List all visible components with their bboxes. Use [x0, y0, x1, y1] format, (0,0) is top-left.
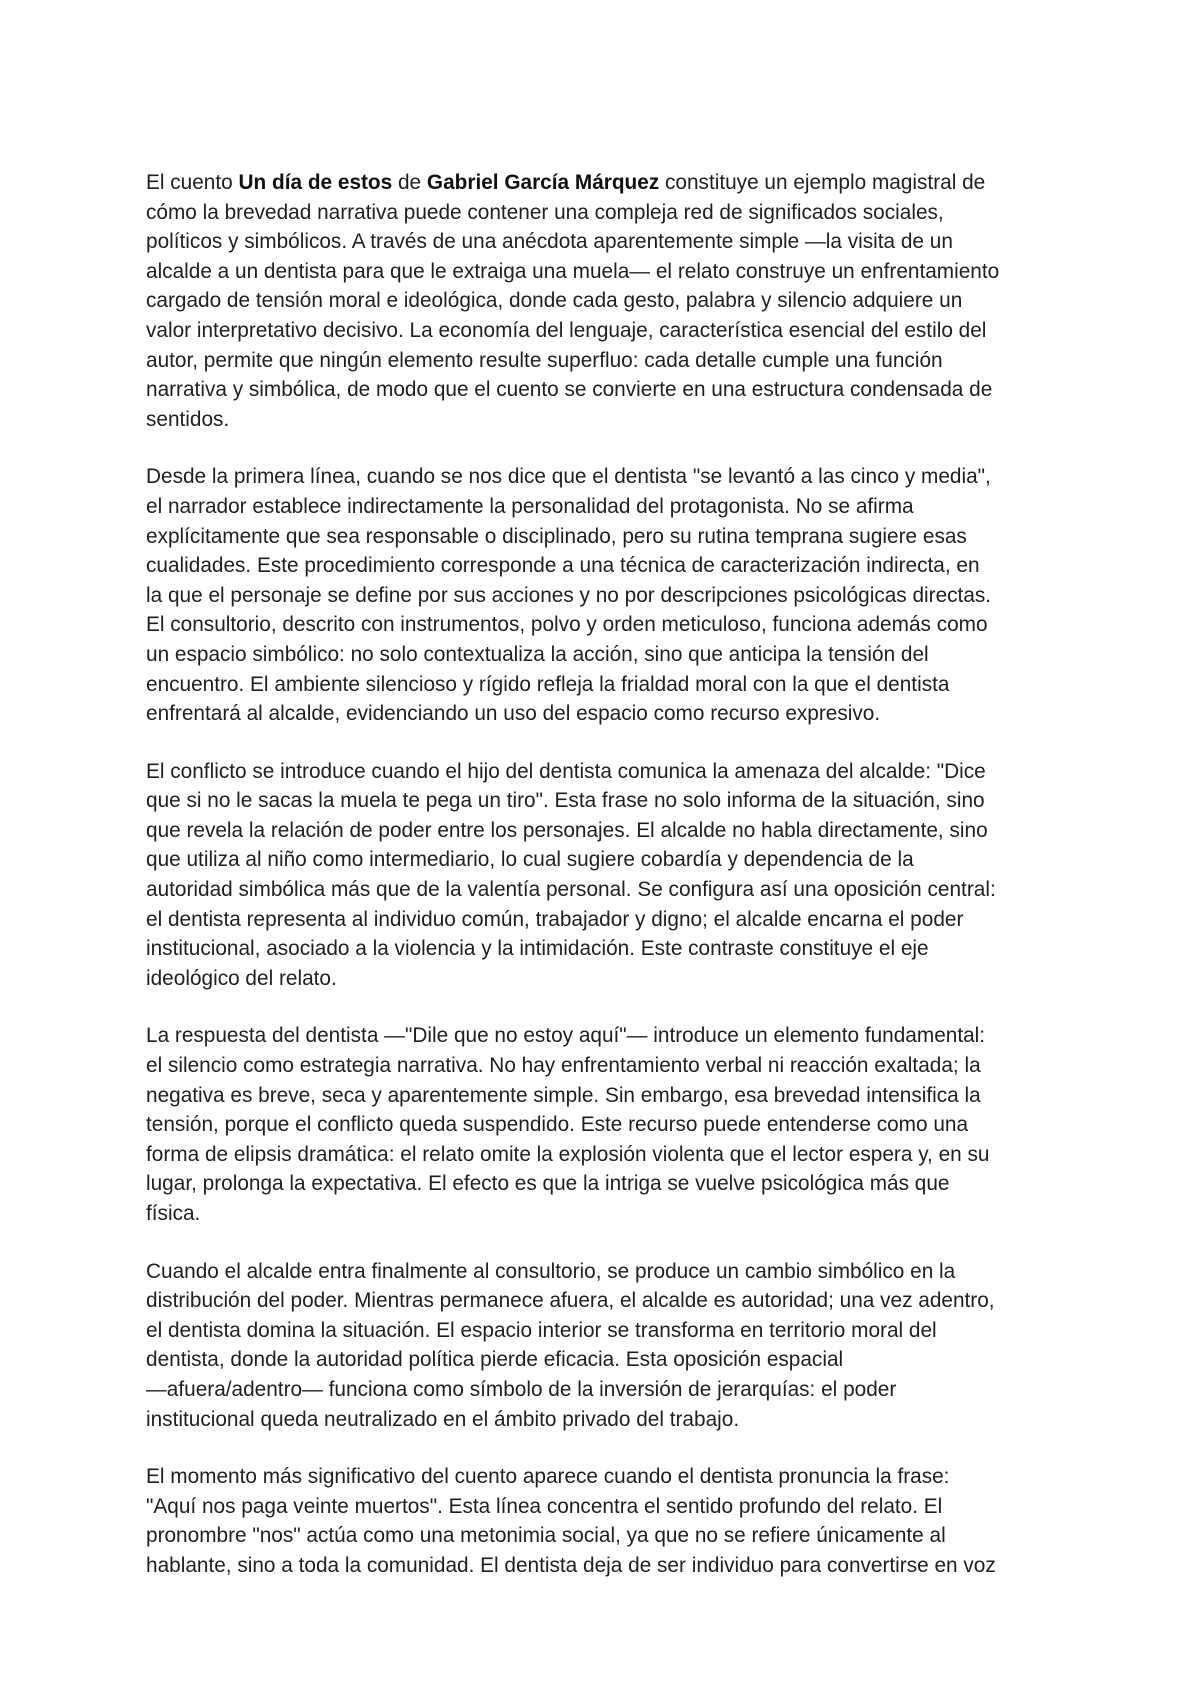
text-line: [146, 346, 1071, 376]
body-text: encuentro. El ambiente silencioso y rígido refleja la frialdad moral con la que el dentista: [146, 672, 950, 696]
text-line: [146, 551, 1071, 581]
text-line: [146, 1405, 1071, 1435]
text-line: [146, 462, 1071, 492]
body-text: un espacio simbólico: no solo contextualiza la acción, sino que anticipa la tensión del: [146, 642, 929, 666]
text-line: [146, 934, 1071, 964]
paragraph: [146, 462, 1071, 728]
body-text: —afuera/adentro— funciona como símbolo de la inversión de jerarquías: el poder: [146, 1377, 897, 1401]
body-text: cargado de tensión moral e ideológica, donde cada gesto, palabra y silencio adquiere un: [146, 289, 963, 313]
body-text: El consultorio, descrito con instrumentos, polvo y orden meticuloso, funciona además como: [146, 613, 988, 637]
text-line: [146, 1492, 1071, 1522]
body-text: La respuesta del dentista —"Dile que no estoy aquí"— introduce un elemento fundamental:: [146, 1024, 986, 1048]
body-text: autor, permite que ningún elemento resulte superfluo: cada detalle cumple una función: [146, 348, 943, 372]
document-body: [146, 168, 1071, 1581]
text-line: [146, 1521, 1071, 1551]
body-text: Cuando el alcalde entra finalmente al consultorio, se produce un cambio simbólico en la: [146, 1259, 956, 1283]
body-text: "Aquí nos paga veinte muertos". Esta línea concentra el sentido profundo del relato. El: [146, 1494, 943, 1518]
body-text: el dentista representa al individuo común, trabajador y digno; el alcalde encarna el poder: [146, 907, 964, 931]
text-line: [146, 670, 1071, 700]
text-line: [146, 610, 1071, 640]
body-text: de: [392, 171, 427, 194]
body-text: lugar, prolonga la expectativa. El efecto es que la intriga se vuelve psicológica más que: [146, 1172, 950, 1196]
text-line: [146, 757, 1071, 787]
text-line: [146, 1375, 1071, 1405]
body-text: políticos y simbólicos. A través de una anécdota aparentemente simple —la visita de un: [146, 230, 953, 254]
text-line: [146, 168, 1071, 198]
text-line: [146, 198, 1071, 228]
text-line: [146, 640, 1071, 670]
text-line: [146, 522, 1071, 552]
text-line: [146, 1462, 1071, 1492]
body-text: cómo la brevedad narrativa puede contener una compleja red de significados sociales,: [146, 200, 944, 224]
text-line: [146, 581, 1071, 611]
paragraph: [146, 168, 1071, 434]
text-line: [146, 1081, 1071, 1111]
text-line: [146, 964, 1071, 994]
bold-text: Un día de estos: [238, 171, 393, 194]
body-text: alcalde a un dentista para que le extraiga una muela— el relato construye un enfrentamiento: [146, 259, 1000, 283]
body-text: sentidos.: [146, 407, 230, 431]
body-text: la que el personaje se define por sus acciones y no por descripciones psicológicas directas.: [146, 583, 992, 607]
body-text: que revela la relación de poder entre los personajes. El alcalde no habla directamente, sino: [146, 818, 988, 842]
text-line: [146, 1551, 1071, 1581]
body-text: física.: [146, 1202, 201, 1225]
text-line: [146, 786, 1071, 816]
body-text: institucional queda neutralizado en el ámbito privado del trabajo.: [146, 1407, 740, 1431]
body-text: Desde la primera línea, cuando se nos dice que el dentista "se levantó a las cinco y media",: [146, 465, 991, 489]
text-line: [146, 405, 1071, 435]
text-line: [146, 1051, 1071, 1081]
body-text: pronombre "nos" actúa como una metonimia social, ya que no se refiere únicamente al: [146, 1524, 946, 1548]
text-line: [146, 227, 1071, 257]
text-line: [146, 1345, 1071, 1375]
text-line: [146, 845, 1071, 875]
text-line: [146, 699, 1071, 729]
body-text: el dentista domina la situación. El espacio interior se transforma en territorio moral del: [146, 1318, 937, 1342]
text-line: [146, 375, 1071, 405]
body-text: ideológico del relato.: [146, 966, 337, 990]
text-line: [146, 905, 1071, 935]
text-line: [146, 1316, 1071, 1346]
text-line: [146, 1140, 1071, 1170]
body-text: hablante, sino a toda la comunidad. El dentista deja de ser individuo para convertirse en voz: [146, 1553, 996, 1577]
text-line: [146, 257, 1071, 287]
paragraph: [146, 1462, 1071, 1580]
text-line: [146, 1169, 1071, 1199]
body-text: constituye un ejemplo magistral de: [659, 171, 986, 194]
body-text: enfrentará al alcalde, evidenciando un uso del espacio como recurso expresivo.: [146, 702, 881, 726]
body-text: autoridad simbólica más que de la valentía personal. Se configura así una oposición central:: [146, 878, 996, 902]
body-text: El conflicto se introduce cuando el hijo del dentista comunica la amenaza del alcalde: "Dice: [146, 759, 986, 783]
text-line: [146, 1257, 1071, 1287]
text-line: [146, 316, 1071, 346]
body-text: el narrador establece indirectamente la personalidad del protagonista. No se afirma: [146, 494, 914, 518]
text-line: [146, 492, 1071, 522]
body-text: El momento más significativo del cuento aparece cuando el dentista pronuncia la frase:: [146, 1465, 950, 1489]
bold-text: Gabriel García Márquez: [426, 171, 660, 194]
body-text: forma de elipsis dramática: el relato omite la explosión violenta que el lector espera y, en su: [146, 1142, 990, 1166]
text-line: [146, 816, 1071, 846]
body-text: valor interpretativo decisivo. La economía del lenguaje, característica esencial del estilo del: [146, 318, 987, 342]
body-text: El cuento: [146, 171, 239, 194]
text-line: [146, 1110, 1071, 1140]
body-text: cualidades. Este procedimiento corresponde a una técnica de caracterización indirecta, en: [146, 554, 980, 578]
body-text: que si no le sacas la muela te pega un tiro". Esta frase no solo informa de la situación, sino: [146, 789, 985, 813]
body-text: que utiliza al niño como intermediario, lo cual sugiere cobardía y dependencia de la: [146, 848, 914, 872]
paragraph: [146, 757, 1071, 994]
body-text: narrativa y simbólica, de modo que el cuento se convierte en una estructura condensada de: [146, 378, 993, 402]
text-line: [146, 1199, 1071, 1229]
paragraph: [146, 1021, 1071, 1228]
text-line: [146, 1021, 1071, 1051]
body-text: dentista, donde la autoridad política pierde eficacia. Esta oposición espacial: [146, 1348, 844, 1372]
text-line: [146, 286, 1071, 316]
text-line: [146, 1286, 1071, 1316]
text-line: [146, 875, 1071, 905]
body-text: distribución del poder. Mientras permanece afuera, el alcalde es autoridad; una vez adentro,: [146, 1289, 995, 1313]
body-text: institucional, asociado a la violencia y la intimidación. Este contraste constituye el eje: [146, 937, 929, 961]
paragraph: [146, 1257, 1071, 1435]
body-text: negativa es breve, seca y aparentemente simple. Sin embargo, esa brevedad intensifica la: [146, 1083, 981, 1107]
body-text: tensión, porque el conflicto queda suspendido. Este recurso puede entenderse como una: [146, 1113, 969, 1137]
body-text: explícitamente que sea responsable o disciplinado, pero su rutina temprana sugiere esas: [146, 524, 967, 548]
body-text: el silencio como estrategia narrativa. No hay enfrentamiento verbal ni reacción exaltada; la: [146, 1054, 981, 1078]
